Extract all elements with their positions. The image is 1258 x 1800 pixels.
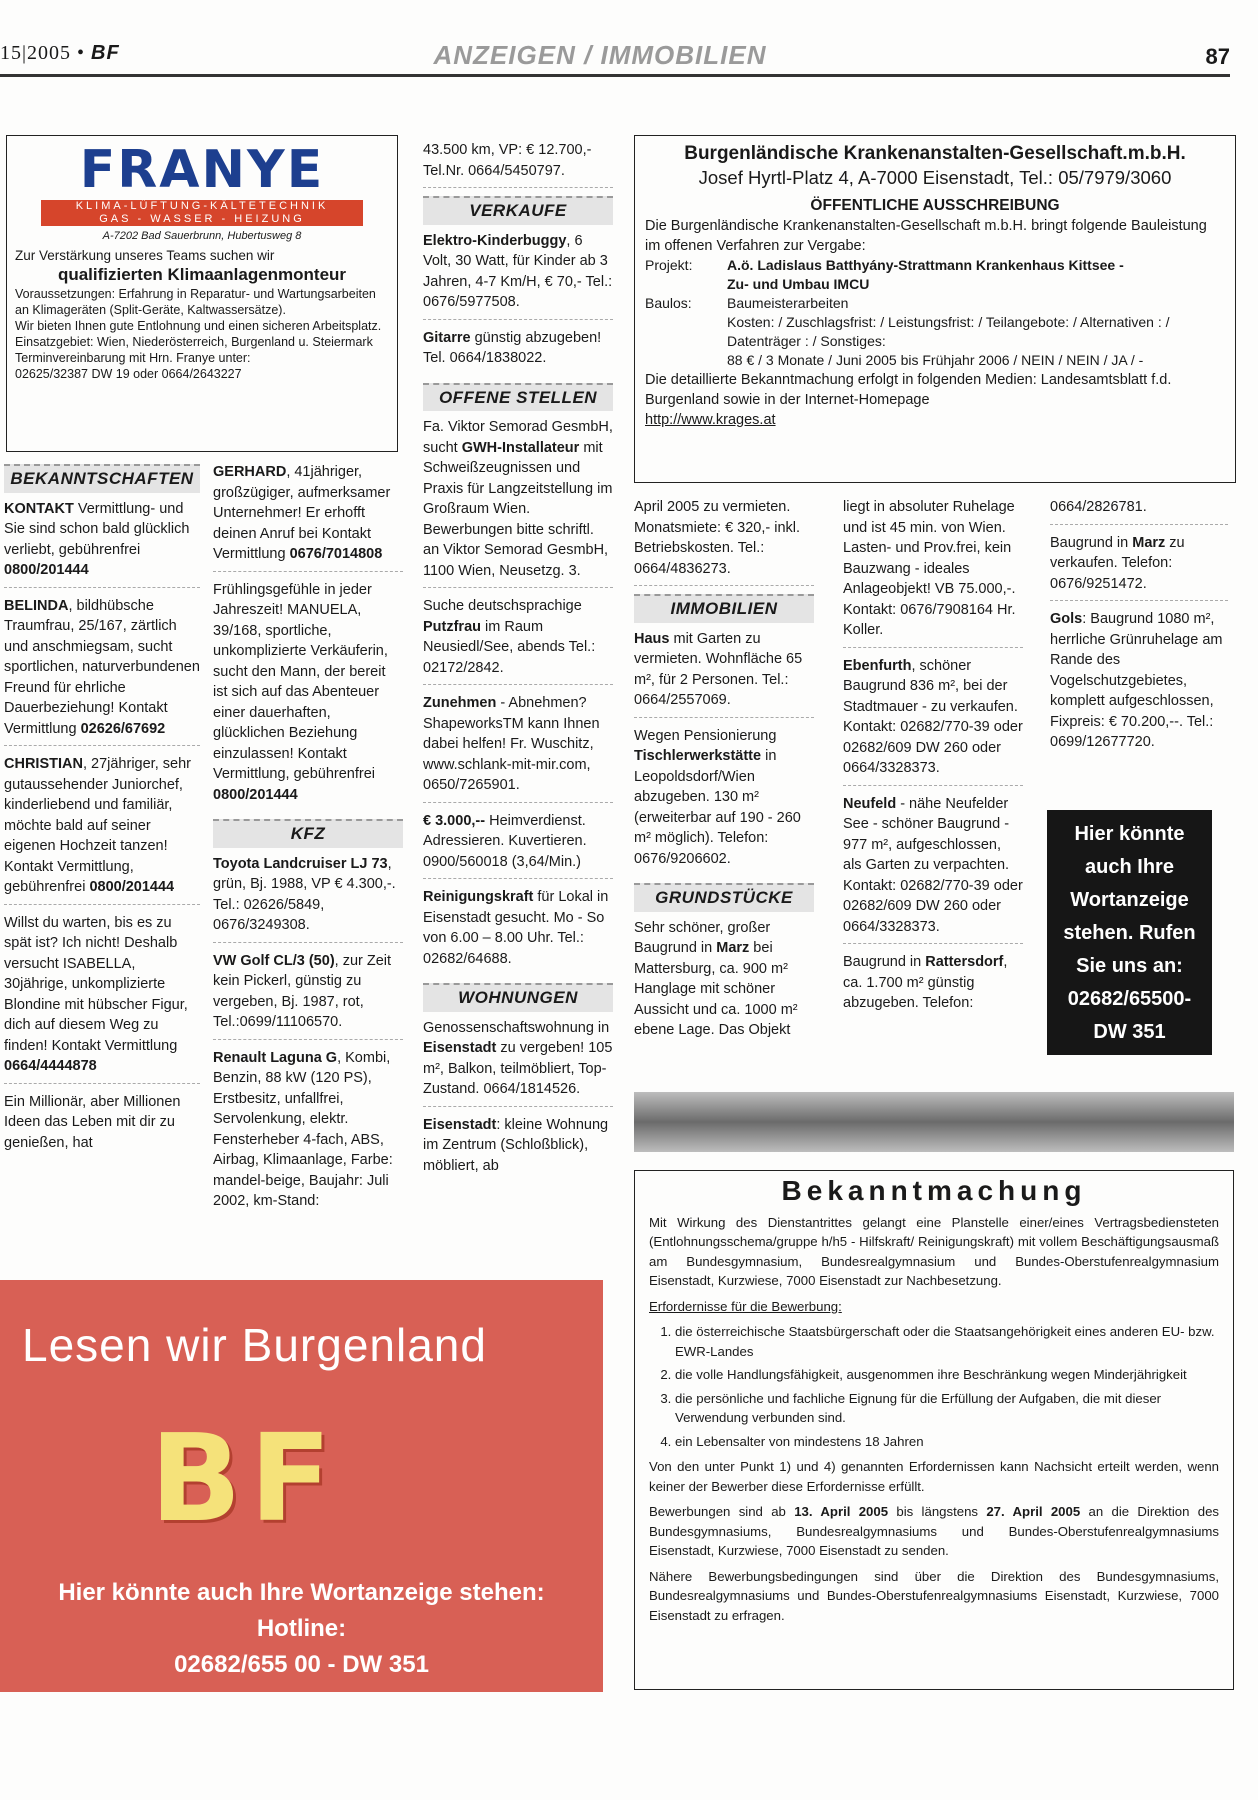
- hospital-tender-notice: [634, 135, 1236, 483]
- list-item: VW Golf CL/3 (50), zur Zeit kein Pickerl, günstig zu vergeben, Bj. 1987, rot, Tel.:0699/11106570.: [213, 951, 403, 1040]
- section-wohnungen: WOHNUNGEN: [423, 983, 613, 1012]
- tender-intro: Die Burgenländische Krankenanstalten-Gesellschaft m.b.H. bringt folgende Bauleistung im offenen Verfahren zur Vergabe:: [645, 218, 1207, 254]
- list-item: 4. ein Lebensalter von mindestens 18 Jahren: [675, 1432, 1219, 1452]
- list-item: Eisenstadt: kleine Wohnung im Zentrum (Schloßblick), möbliert, ab: [423, 1116, 609, 1174]
- krages-link[interactable]: http://www.krages.at: [645, 412, 776, 428]
- bf-hotline-text: Hier könnte auch Ihre Wortanzeige stehen: Hotline: 02682/655 00 - DW 351: [58, 1579, 545, 1678]
- list-item: Elektro-Kinderbuggy, 6 Volt, 30 Watt, für Kinder ab 3 Jahren, 4-7 Km/H, € 70,- Tel.: 0676/5977508.: [423, 231, 613, 320]
- brand-label: BF: [91, 42, 120, 64]
- list-item: Reinigungskraft für Lokal in Eisenstadt gesucht. Mo - So von 6.00 – 8.00 Uhr. Tel.: 02682/64688.: [423, 889, 609, 967]
- list-item: Baugrund in Rattersdorf, ca. 1.700 m² günstig abzugeben. Telefon:: [843, 954, 1008, 1011]
- bf-promo-ad: [0, 1280, 603, 1692]
- list-item: Gitarre günstig abzugeben! Tel. 0664/1838022.: [423, 329, 602, 366]
- notice-paragraph: Nähere Bewerbungsbedingungen sind über die Direktion des Bundesgymnasiums, Bundesrealgymnasiums und Bundes-Oberstufenrealgymnasiums Eisenstadt, Kurzwiese, 7000 Eisenstadt zu erfragen.: [649, 1568, 1219, 1623]
- section-offene-stellen: OFFENE STELLEN: [423, 383, 613, 412]
- franye-logo-band: KLIMA-LÜFTUNG-KÄLTETECHNIK GAS - WASSER - HEIZUNG: [41, 200, 363, 226]
- bekanntmachung-notice: [634, 1170, 1234, 1690]
- list-item: GERHARD, 41jähriger, großzügiger, aufmerksamer Unternehmer! Er erhofft deinen Anruf bei Kontakt Vermittlung 0676/7014808: [213, 462, 403, 572]
- section-immobilien: IMMOBILIEN: [634, 594, 814, 623]
- franye-address: A-7202 Bad Sauerbrunn, Hubertusweg 8: [102, 230, 302, 242]
- list-item: Baugrund in Marz zu verkaufen. Telefon: 0676/9251472.: [1050, 533, 1228, 602]
- notice-paragraph: Von den unter Punkt 1) und 4) genannten Erfordernissen kann Nachsicht erteilt werden, wenn keiner der Bewerber diese Erfordernisse erfüllt.: [649, 1459, 1219, 1494]
- hospital-address: Josef Hyrtl-Platz 4, A-7000 Eisenstadt, Tel.: 05/7979/3060: [698, 167, 1172, 188]
- requirements-list: [649, 1322, 1219, 1451]
- list-item: Ein Millionär, aber Millionen Ideen das Leben mit dir zu genießen, hat: [4, 1093, 181, 1151]
- list-item: CHRISTIAN, 27jähriger, sehr gutaussehender Juniorchef, kinderliebend und familiär, möchte bald auf seiner eigenen Hochzeit tanzen! Kontakt Vermittlung, gebührenfrei 0800/201444: [4, 754, 200, 905]
- list-item: Ebenfurth, schöner Baugrund 836 m², bei der Stadtmauer - zu verkaufen. Kontakt: 02682/770-39 oder 02682/609 DW 260 oder 0664/3328373.: [843, 656, 1023, 786]
- column-2: [213, 462, 403, 1226]
- list-item: Toyota Landcruiser LJ 73, grün, Bj. 1988, VP € 4.300,-. Tel.: 02626/5849, 0676/3249308.: [213, 854, 403, 943]
- section-grundstuecke: GRUNDSTÜCKE: [634, 883, 814, 912]
- list-item: BELINDA, bildhübsche Traumfrau, 25/167, zärtlich und anschmiegsam, sucht sportlichen, naturverbundenen Freund für ehrliche Dauerbeziehung! Kontakt Vermittlung 02626/67692: [4, 596, 200, 747]
- column-bekanntschaften: [4, 460, 200, 1167]
- list-item: KONTAKT Vermittlung- und Sie sind schon bald glücklich verliebt, gebührenfrei 0800/201444: [4, 499, 200, 588]
- list-item: Sehr schöner, großer Baugrund in Marz bei Mattersburg, ca. 900 m² Hanglage mit schöner Aussicht und ca. 1000 m² ebene Lage. Das Objekt: [634, 919, 798, 1038]
- bf-slogan: Lesen wir Burgenland: [22, 1319, 487, 1371]
- franye-body: Voraussetzungen: Erfahrung in Reparatur- und Wartungsarbeiten an Klimageräten (Split-Geräte, Kaltwassersätze). Wir bieten Ihnen gute Entlohnung und einen sicheren Arbeitsplatz. Einsatzgebiet: Wien, Niederösterreich, Burgenland u. Steiermark Terminvereinbarung mit Hrn. Franye unter: 02625/32387 DW 19 oder 0664/2643227: [15, 287, 382, 381]
- list-item: Haus mit Garten zu vermieten. Wohnfläche 65 m², für 2 Personen. Tel.: 0664/2557069.: [634, 629, 814, 718]
- notice-requirements-title: Erfordernisse für die Bewerbung:: [649, 1298, 842, 1314]
- list-item: liegt in absoluter Ruhelage und ist 45 min. von Wien. Lasten- und Prov.frei, kein Bauzwang - ideales Anlageobjekt! VB 75.000,-. Kontakt: 0676/7908164 Hr. Koller.: [843, 497, 1023, 648]
- column-immobilien: [634, 497, 814, 1055]
- list-item: April 2005 zu vermieten. Monatsmiete: € 320,- inkl. Betriebskosten. Tel.: 0664/4836273.: [634, 497, 814, 586]
- list-item: 1. die österreichische Staatsbürgerschaft oder die Staatsangehörigkeit eines anderen EU- bzw. EWR-Landes: [675, 1322, 1219, 1361]
- column-3: [423, 140, 613, 1190]
- section-verkaufe: VERKAUFE: [423, 196, 613, 225]
- tender-heading: ÖFFENTLICHE AUSSCHREIBUNG: [810, 197, 1060, 214]
- list-item: Suche deutschsprachige Putzfrau im Raum Neusiedl/See, abends Tel.: 02172/2842.: [423, 596, 613, 685]
- franye-headline: qualifizierten Klimaanlagenmonteur: [57, 265, 347, 284]
- list-item: 43.500 km, VP: € 12.700,- Tel.Nr. 0664/5450797.: [423, 140, 613, 188]
- tender-details: Projekt: A.ö. Ladislaus Batthyány-Strattmann Krankenhaus Kittsee - Zu- und Umbau IMCU Baulos: Baumeisterarbeiten Kosten: / Zuschlagsfrist: / Leistungsfrist: / Teilangebote: / Alternativen : / Datenträger : / Sonstiges: 88 € / 3 Monate / Juni 2005 bis Frühjahr 2006 / NEIN / NEIN / JA / -: [645, 257, 1170, 368]
- franye-ad: [6, 135, 398, 452]
- list-item: Neufeld - nähe Neufelder See - schöner Baugrund - 977 m², aufgeschlossen, als Garten zu verpachten. Kontakt: 02682/770-39 oder 02682/609 DW 260 oder 0664/3328373.: [843, 794, 1023, 945]
- section-bekanntschaften: BEKANNTSCHAFTEN: [4, 464, 200, 493]
- column-6: [1050, 497, 1228, 767]
- gray-divider-strip: [634, 1092, 1234, 1152]
- wortanzeige-promo-box: Hier könnte auch Ihre Wortanzeige stehen. Rufen Sie uns an: 02682/65500- DW 351: [1047, 810, 1212, 1055]
- issue-number: 15|2005 • BF: [0, 42, 120, 64]
- section-kfz: KFZ: [213, 819, 403, 848]
- notice-title: Bekanntmachung: [781, 1175, 1087, 1206]
- list-item: Gols: Baugrund 1080 m², herrliche Grünruhelage am Rande des Vogelschutzgebietes, komplett aufgeschlossen, Fixpreis: € 70.200,--. Tel.: 0699/12677720.: [1050, 611, 1223, 750]
- list-item: 3. die persönliche und fachliche Eignung für die Erfüllung der Aufgaben, die mit dieser Verwendung verbunden sind.: [675, 1389, 1219, 1428]
- list-item: Willst du warten, bis es zu spät ist? Ich nicht! Deshalb versucht ISABELLA, 30jährige, unkomplizierte Blondine mit hübscher Figur, dich auf diesem Weg zu finden! Kontakt Vermittlung 0664/4444878: [4, 913, 200, 1084]
- franye-intro: Zur Verstärkung unseres Teams suchen wir: [15, 248, 275, 263]
- column-5: [843, 497, 1023, 1028]
- notice-paragraph: Mit Wirkung des Dienstantrittes gelangt eine Planstelle einer/eines Vertragsbediensteten (Entlohnungsschema/gruppe h/h5 - Hilfskraft/ Reinigungskraft) mit vollem Beschäftigungsausmaß am Bundesgymnasium, Bundesrealgymnasium und Bundes-Oberstufenrealgymnasium Eisenstadt, Kurzwiese, 7000 Eisenstadt zur Nachbesetzung.: [649, 1214, 1219, 1288]
- notice-paragraph: Bewerbungen sind ab 13. April 2005 bis längstens 27. April 2005 an die Direktion des Bundesgymnasiums, Bundesrealgymnasiums und Bundes-Oberstufenrealgymnasiums Eisenstadt, Kurzwiese, 7000 Eisenstadt zu senden.: [649, 1504, 1220, 1558]
- section-title: ANZEIGEN / IMMOBILIEN: [433, 40, 767, 70]
- list-item: 0664/2826781.: [1050, 497, 1228, 525]
- tender-outro: Die detaillierte Bekanntmachung erfolgt in folgenden Medien: Landesamtsblatt f.d. Burgenland sowie in der Internet-Homepage: [645, 372, 1172, 408]
- list-item: Wegen Pensionierung Tischlerwerkstätte in Leopoldsdorf/Wien abzugeben. 130 m² (erweiterbar auf 190 - 260 m² möglich). Telefon: 0676/9206602.: [634, 727, 801, 867]
- franye-logo: FRANYE: [79, 140, 325, 200]
- hospital-title: Burgenländische Krankenanstalten-Gesellschaft.m.b.H.: [684, 143, 1186, 164]
- page-number: 87: [1205, 44, 1230, 69]
- bf-logo: BF: [150, 1410, 340, 1549]
- list-item: Genossenschaftswohnung in Eisenstadt zu vergeben! 105 m², Balkon, teilmöbliert, Top-Zustand. 0664/1814526.: [423, 1018, 613, 1107]
- list-item: Zunehmen - Abnehmen? ShapeworksTM kann Ihnen dabei helfen! Fr. Wuschitz, www.schlank-mit-mir.com, 0650/7265901.: [423, 693, 613, 803]
- header-rule: [0, 74, 1230, 77]
- list-item: 2. die volle Handlungsfähigkeit, ausgenommen ihre Beschränkung wegen Minderjährigkeit: [675, 1365, 1219, 1385]
- list-item: Frühlingsgefühle in jeder Jahreszeit! MANUELA, 39/168, sportliche, unkomplizierte Verkäuferin, sucht den Mann, der bereit ist sich auf das Abenteuer einer dauerhaften, glücklichen Beziehung einzulassen! Kontakt Vermittlung, gebührenfrei 0800/201444: [213, 581, 388, 803]
- list-item: Fa. Viktor Semorad GesmbH, sucht GWH-Installateur mit Schweißzeugnissen und Praxis für Langzeitstellung im Großraum Wien. Bewerbungen bitte schriftl. an Viktor Semorad GesmbH, 1100 Wien, Neusetzg. 3.: [423, 417, 613, 588]
- list-item: € 3.000,-- Heimverdienst. Adressieren. Kuvertieren. 0900/560018 (3,64/Min.): [423, 811, 613, 880]
- list-item: Renault Laguna G, Kombi, Benzin, 88 kW (120 PS), Erstbesitz, unfallfrei, Servolenkung, elektr. Fensterheber 4-fach, ABS, Airbag, Klimaanlage, Farbe: mandel-beige, Baujahr: Juli 2002, km-Stand:: [213, 1049, 393, 1209]
